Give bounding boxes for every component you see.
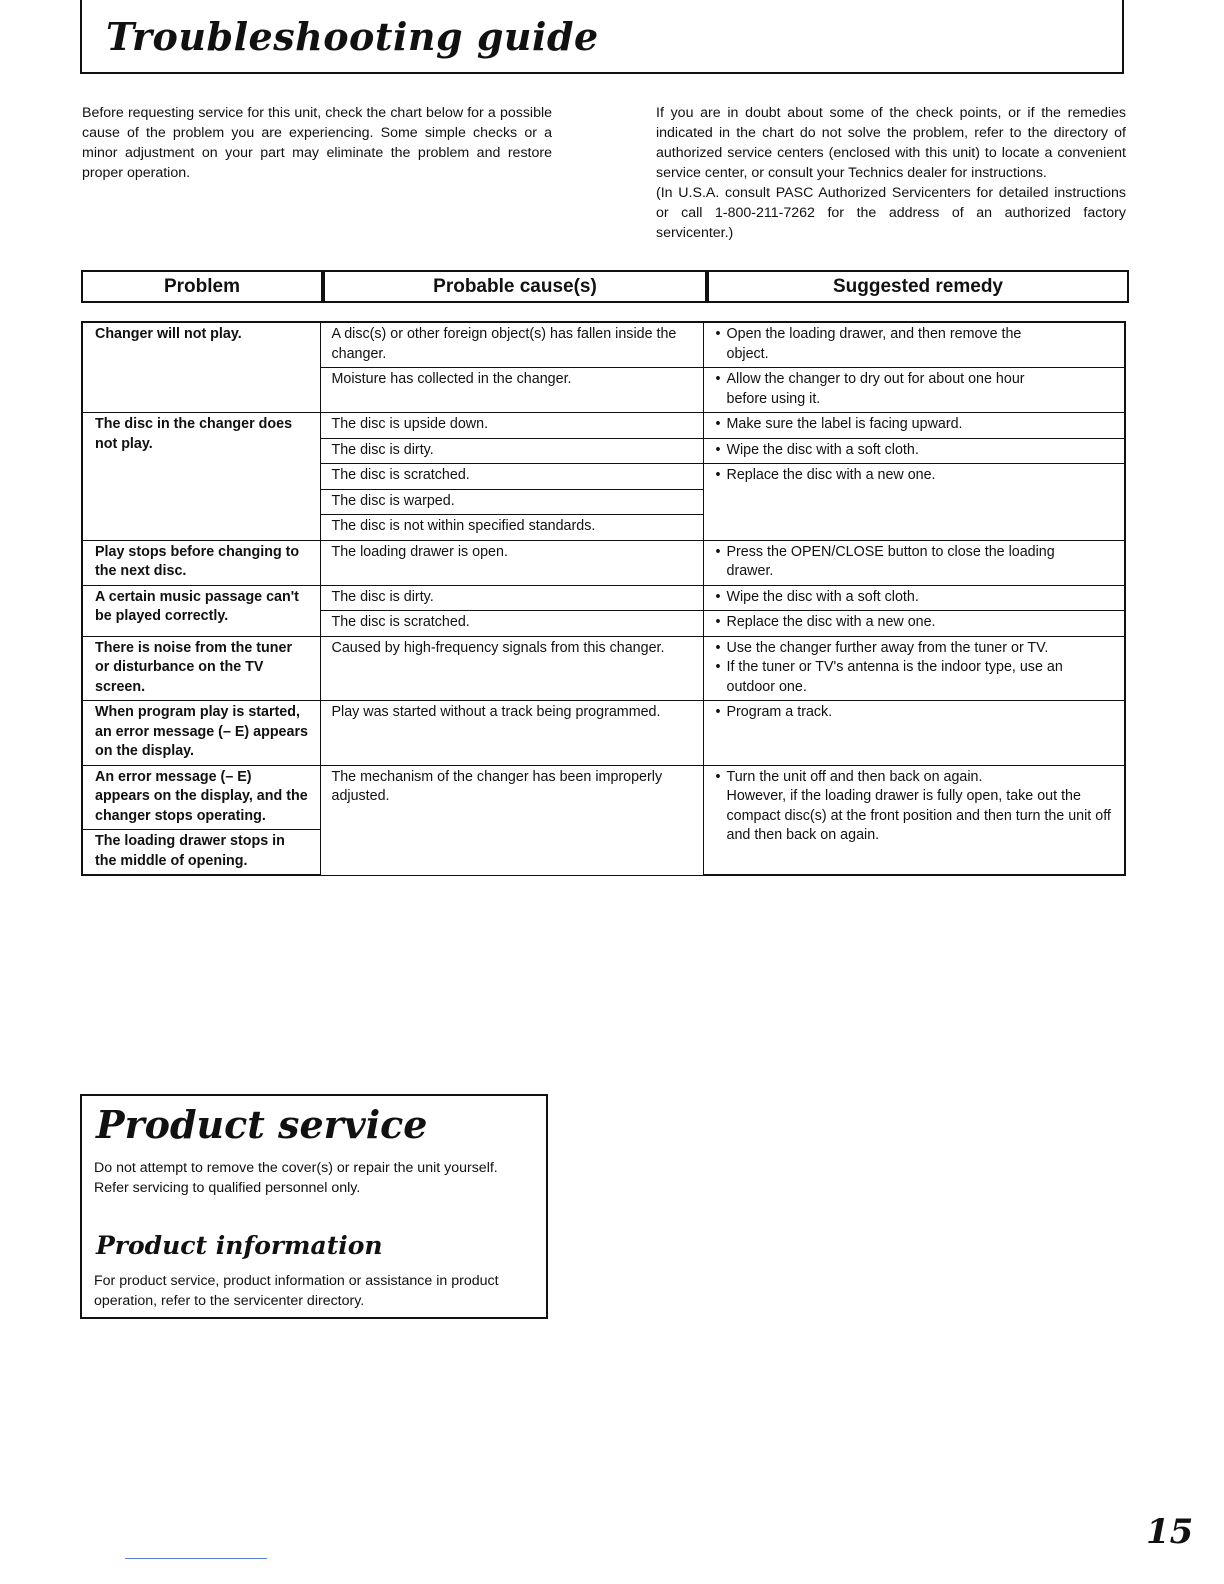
remedy-cell: • Allow the changer to dry out for about one hour before using it. — [703, 368, 1125, 413]
remedy-cell: • Wipe the disc with a soft cloth. — [703, 438, 1125, 464]
problem-cell: Changer will not play. — [82, 322, 320, 413]
table-row — [82, 585, 1125, 611]
product-information-title: Product information — [96, 1231, 383, 1260]
problem-cell: When program play is started, an error message (– E) appears on the display. — [82, 701, 320, 766]
table-row — [82, 540, 1125, 585]
problem-cell: Play stops before changing to the next disc. — [82, 540, 320, 585]
table-header — [81, 270, 1129, 303]
remedy-cell: • Replace the disc with a new one. — [703, 464, 1125, 541]
cause-cell: The disc is dirty. — [320, 438, 703, 464]
cause-cell: The disc is scratched. — [320, 464, 703, 490]
header-remedy: Suggested remedy — [708, 271, 1128, 302]
header-cause: Probable cause(s) — [324, 271, 706, 302]
table-row — [82, 322, 1125, 368]
intro-right-note: (In U.S.A. consult PASC Authorized Servicenters for detailed instructions or call 1-800-211-7262 for the address of an authorized factory servicenter.) — [656, 185, 1126, 241]
remedy-cell: • Program a track. — [703, 701, 1125, 766]
product-service-box — [80, 1094, 548, 1319]
remedy-cell: • Turn the unit off and then back on again. However, if the loading drawer is fully open, take out the compact disc(s) at the front position and then turn the unit off and then back on again. — [703, 765, 1125, 875]
remedy-cell: • Wipe the disc with a soft cloth. — [703, 585, 1125, 611]
service-warning: Do not attempt to remove the cover(s) or repair the unit yourself. — [94, 1160, 498, 1176]
cause-cell: The loading drawer is open. — [320, 540, 703, 585]
remedy-cell: • Replace the disc with a new one. — [703, 611, 1125, 637]
footer-rule — [125, 1558, 267, 1559]
cause-cell: Caused by high-frequency signals from this changer. — [320, 636, 703, 701]
remedy-cell: • Press the OPEN/CLOSE button to close the loading drawer. — [703, 540, 1125, 585]
page-title: Troubleshooting guide — [106, 14, 599, 59]
intro-right — [656, 103, 1126, 243]
problem-cell: The disc in the changer does not play. — [82, 413, 320, 541]
product-service-text — [94, 1158, 536, 1198]
cause-cell: The disc is not within specified standards. — [320, 515, 703, 541]
cause-cell: The disc is scratched. — [320, 611, 703, 637]
table-row — [82, 636, 1125, 701]
cause-cell: Moisture has collected in the changer. — [320, 368, 703, 413]
table-row — [82, 701, 1125, 766]
remedy-cell: • Use the changer further away from the tuner or TV. • If the tuner or TV's antenna is the indoor type, use an outdoor one. — [703, 636, 1125, 701]
cause-cell: Play was started without a track being programmed. — [320, 701, 703, 766]
remedy-cell: • Open the loading drawer, and then remove the object. — [703, 322, 1125, 368]
product-information-text: For product service, product information or assistance in product operation, refer to the servicenter directory. — [94, 1273, 499, 1309]
cause-cell: The disc is dirty. — [320, 585, 703, 611]
cause-cell: The disc is upside down. — [320, 413, 703, 439]
problem-cell: An error message (– E) appears on the display, and the changer stops operating. — [82, 765, 320, 830]
problem-cell: There is noise from the tuner or disturbance on the TV screen. — [82, 636, 320, 701]
problem-cell: A certain music passage can't be played correctly. — [82, 585, 320, 636]
troubleshooting-table — [81, 321, 1126, 876]
problem-cell: The loading drawer stops in the middle of opening. — [82, 830, 320, 876]
cause-cell: A disc(s) or other foreign object(s) has fallen inside the changer. — [320, 322, 703, 368]
product-service-title: Product service — [96, 1102, 428, 1147]
service-instruction: Refer servicing to qualified personnel only. — [94, 1180, 361, 1196]
table-row — [82, 765, 1125, 830]
intro-right-text: If you are in doubt about some of the check points, or if the remedies indicated in the chart do not solve the problem, refer to the directory of authorized service centers (enclosed with this unit) to locate a convenient service center, or consult your Technics dealer for instructions. — [656, 105, 1126, 181]
remedy-cell: • Make sure the label is facing upward. — [703, 413, 1125, 439]
intro-left — [82, 103, 552, 183]
cause-cell: The disc is warped. — [320, 489, 703, 515]
intro-left-text: Before requesting service for this unit, check the chart below for a possible cause of the problem you are experiencing. Some simple checks or a minor adjustment on your part may eliminate the problem and restore proper operation. — [82, 105, 552, 181]
page-number: 15 — [1146, 1512, 1194, 1552]
cause-cell: The mechanism of the changer has been improperly adjusted. — [320, 765, 703, 875]
table-row — [82, 413, 1125, 439]
header-problem: Problem — [82, 271, 322, 302]
